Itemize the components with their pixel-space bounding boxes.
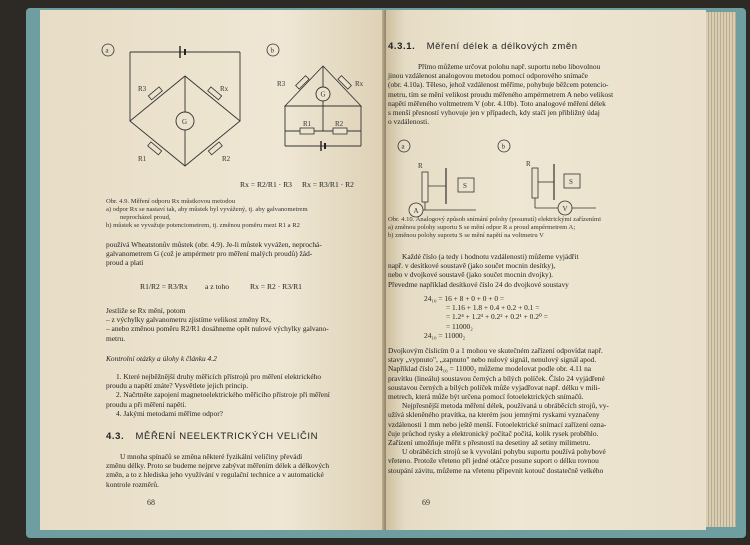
page-number-right: 69 xyxy=(422,498,430,507)
questions-heading: Kontrolní otázky a úlohy k článku 4.2 xyxy=(106,354,217,363)
text-line: metru. xyxy=(106,333,126,343)
fig-a-rx-label: Rx xyxy=(220,85,229,93)
figure-4-10-caption xyxy=(388,216,704,240)
text-line: U mnoha spínačů se změna některé fyzikální veličiny převádí xyxy=(120,452,303,461)
text-line: U obráběcích strojů se k vyvolání pohybu suportu používá pohybové xyxy=(402,447,606,457)
text-line: používá Wheatstonův můstek (obr. 4.9). Je-li můstek vyvážen, neprochá- xyxy=(106,240,322,249)
page-number-left: 68 xyxy=(147,498,155,507)
figure-4-9-caption xyxy=(106,198,386,230)
text-line: vzdálenosti 1 mm nebo ještě menší. Fotoelektrické snímací zařízení ozna- xyxy=(388,419,607,429)
math-line: = 1.2⁴ + 1.2³ + 0.2² + 0.2¹ + 0.2⁰ = xyxy=(446,312,548,322)
text-line: o vzdálenosti. xyxy=(388,117,430,127)
text-line: Dvojkovým číslicím 0 a 1 mohou ve skutečném zařízení odpovídat např. xyxy=(388,346,603,355)
question-line: 1. Které nejběžnější druhy měřicích přístrojů pro měření elektrického xyxy=(116,372,322,381)
text-line: metrech, která může být určena pomocí fotoelektrických snímačů. xyxy=(388,392,584,402)
fig-b-label: b xyxy=(270,46,274,55)
text-line: Zařízení umožňuje měřit s přesností na desetiny až setiny milimetru. xyxy=(388,438,591,448)
text-line: stavy „vypnuto", „zapnuto" nebo nulový signál, nenulový signál apod. xyxy=(388,355,597,365)
text-line: čuje průchod rysky a elektronický počítač počítá, kolik rysek proběhlo. xyxy=(388,428,599,438)
text-line: pravítku (lineálu) soustavou černých a bílých políček. Číslo 24 vyjádřené xyxy=(388,373,605,383)
figure-4-9a-bridge-diagram xyxy=(100,36,250,186)
book-spread xyxy=(4,2,748,543)
fig-a-s-label: S xyxy=(463,182,467,190)
text-line: kontrole rozměrů. xyxy=(106,479,159,489)
fig-b-label: b xyxy=(501,142,505,151)
paragraph-rx-change xyxy=(106,306,386,343)
text-line: změn, a to z hlediska jeho využívání v regulační technice a v automatické xyxy=(106,470,324,480)
text-line: galvanometrem G (což je ampérmetr pro měření malých proudů) žád- xyxy=(106,249,313,259)
fig-b-r3-label: R3 xyxy=(277,80,286,88)
section-heading-4-3 xyxy=(106,432,318,441)
paragraph-wheatstone xyxy=(106,240,386,268)
ratio-formula-right: Rx = R2 · R3/R1 xyxy=(250,282,302,291)
text-line: stoupání závitu, můžeme na vřetenu připevnit kotouč dostatečně velkého xyxy=(388,465,604,475)
text-line: napětí měřeného voltmetrem V (obr. 4.10b). Toto analogové měření délek xyxy=(388,98,606,108)
caption-line: b) můstek se vyvažuje potenciometrem, tj. změnou poměru mezi R1 a R2 xyxy=(106,222,300,229)
paragraph-section-intro xyxy=(106,452,386,489)
fig-b-rx-label: Rx xyxy=(355,80,364,88)
section-title: Měření délek a délkových změn xyxy=(426,41,578,52)
fig-a-r1-label: R1 xyxy=(138,155,147,163)
caption-line: a) změnou polohy suportu S se mění odpor R a proud ampérmetrem A; xyxy=(388,224,576,231)
formula-4-9a: Rx = R2/R1 · R3 xyxy=(240,180,292,189)
fig-a-label: a xyxy=(401,142,405,151)
fig-b-r2-label: R2 xyxy=(335,120,344,128)
question-line: 4. Jakými metodami měříme odpor? xyxy=(116,408,223,418)
caption-line: Obr. 4.9. Měření odporu Rx můstkovou metodou xyxy=(106,198,236,205)
fig-a-r2-label: R2 xyxy=(222,155,231,163)
text-line: – z výchylky galvanometru zjistíme velikost změny Rx, xyxy=(106,315,272,325)
text-line: Přímo můžeme určovat polohu např. suportu nebo libovolnou xyxy=(418,62,601,71)
math-line: = 1.16 + 1.8 + 0.4 + 0.2 + 0.1 = xyxy=(446,303,540,313)
figure-4-9b-bridge-diagram xyxy=(265,36,380,166)
text-line: změnu délky. Proto se budeme nejprve zabývat měřením délek a délkových xyxy=(106,461,330,471)
text-line: soustavou černých a bílých políček může vyjadřovat např. délku v mili- xyxy=(388,382,601,392)
formula-4-9b: Rx = R3/R1 · R2 xyxy=(302,180,354,189)
paragraph-binary-signals xyxy=(388,346,702,475)
fig-a-g-label: G xyxy=(182,118,188,126)
text-line: metru, tím se mění velikost proudu měřeného ampérmetrem A nebo velikost xyxy=(388,89,614,99)
fig-a-r3-label: R3 xyxy=(138,85,147,93)
caption-line: a) odpor Rx se nastaví tak, aby můstek byl vyvážený, tj. aby galvanometrem xyxy=(106,206,308,213)
figure-4-10b-potentiometer-voltmeter xyxy=(496,138,616,218)
paragraph-number-systems xyxy=(388,252,700,289)
fig-a-r-label: R xyxy=(418,162,423,170)
text-line: Například číslo 24₁₀ = 11000₂ můžeme modelovat podle obr. 4.11 na xyxy=(388,364,592,374)
fig-b-r1-label: R1 xyxy=(303,120,312,128)
text-line: Každé číslo (a tedy i hodnotu vzdálenosti) můžeme vyjádřit xyxy=(402,252,579,261)
fig-a-ammeter-label: A xyxy=(413,207,419,215)
fig-b-voltmeter-label: V xyxy=(562,205,568,213)
paragraph-analog-measurement xyxy=(388,62,700,126)
math-line: = 11000₂ xyxy=(446,321,473,331)
right-page xyxy=(386,10,706,530)
text-line: Jestliže se Rx mění, potom xyxy=(106,306,186,315)
caption-line: neprocházel proud, xyxy=(120,214,171,221)
caption-line: b) změnou polohy suportu S se mění napětí na voltmetru V xyxy=(388,232,544,239)
page-edges xyxy=(706,12,736,527)
text-line: nebo v dvojkové soustavě (jako součet mocnin dvojky). xyxy=(388,270,554,280)
section-number: 4.3. xyxy=(106,431,125,442)
ratio-formula-left: R1/R2 = R3/Rx xyxy=(140,282,188,291)
text-line: (obr. 4.10a). Těleso, jehož vzdálenost měříme, pohybuje běžcem potencio- xyxy=(388,80,609,90)
text-line: např. v desítkové soustavě (jako součet mocnin desítky), xyxy=(388,261,556,271)
text-line: Převedme například desítkové číslo 24 do dvojkové soustavy xyxy=(388,279,569,289)
question-line: proudu a při měření napětí. xyxy=(106,399,187,409)
questions-list xyxy=(106,372,386,418)
text-line: s menší přesností vyhovuje jen v případech, kdy stačí jen přibližný údaj xyxy=(388,108,600,118)
section-title: MĚŘENÍ NEELEKTRICKÝCH VELIČIN xyxy=(135,431,319,442)
text-line: užívá skleněného pravítka, na kterém jsou jemnými ryskami vyznačeny xyxy=(388,410,600,420)
text-line: vřeteno. Protože vřeteno při jedné otáčce posune suport o délku rovnou xyxy=(388,456,599,466)
text-line: – anebo změnou poměru R2/R1 dosáhneme opět nulové výchylky galvano- xyxy=(106,324,329,334)
text-line: jinou vzdálenost analogovou metodou pomocí odporového snímače xyxy=(388,71,588,81)
section-number: 4.3.1. xyxy=(388,41,416,52)
fig-b-g-label: G xyxy=(320,90,326,99)
question-line: 2. Načrtněte zapojení magnetoelektrického měřicího přístroje při měření xyxy=(116,390,330,400)
text-line: proud a platí xyxy=(106,258,144,268)
question-line: proudu a napětí znáte? Vysvětlete jejich princip. xyxy=(106,381,249,391)
left-page xyxy=(40,10,386,530)
caption-line: Obr. 4.10. Analogový způsob snímání polohy (posunutí) elektrickými zařízeními xyxy=(388,216,601,223)
ratio-formula-connector: a z toho xyxy=(205,282,230,291)
binary-conversion-math xyxy=(424,294,674,340)
fig-a-label: a xyxy=(105,46,109,55)
text-line: Nejpřesnější metoda měření délek, používaná u obráběcích strojů, vy- xyxy=(402,401,609,411)
math-line: 24₁₀ = 11000₂ xyxy=(424,330,466,340)
math-line: 24₁₀ = 16 + 8 + 0 + 0 + 0 = xyxy=(424,294,505,303)
fig-b-s-label: S xyxy=(569,178,573,186)
fig-b-r-label: R xyxy=(526,160,531,168)
figure-4-10a-potentiometer-ammeter xyxy=(396,138,496,218)
section-heading-4-3-1 xyxy=(388,42,578,51)
